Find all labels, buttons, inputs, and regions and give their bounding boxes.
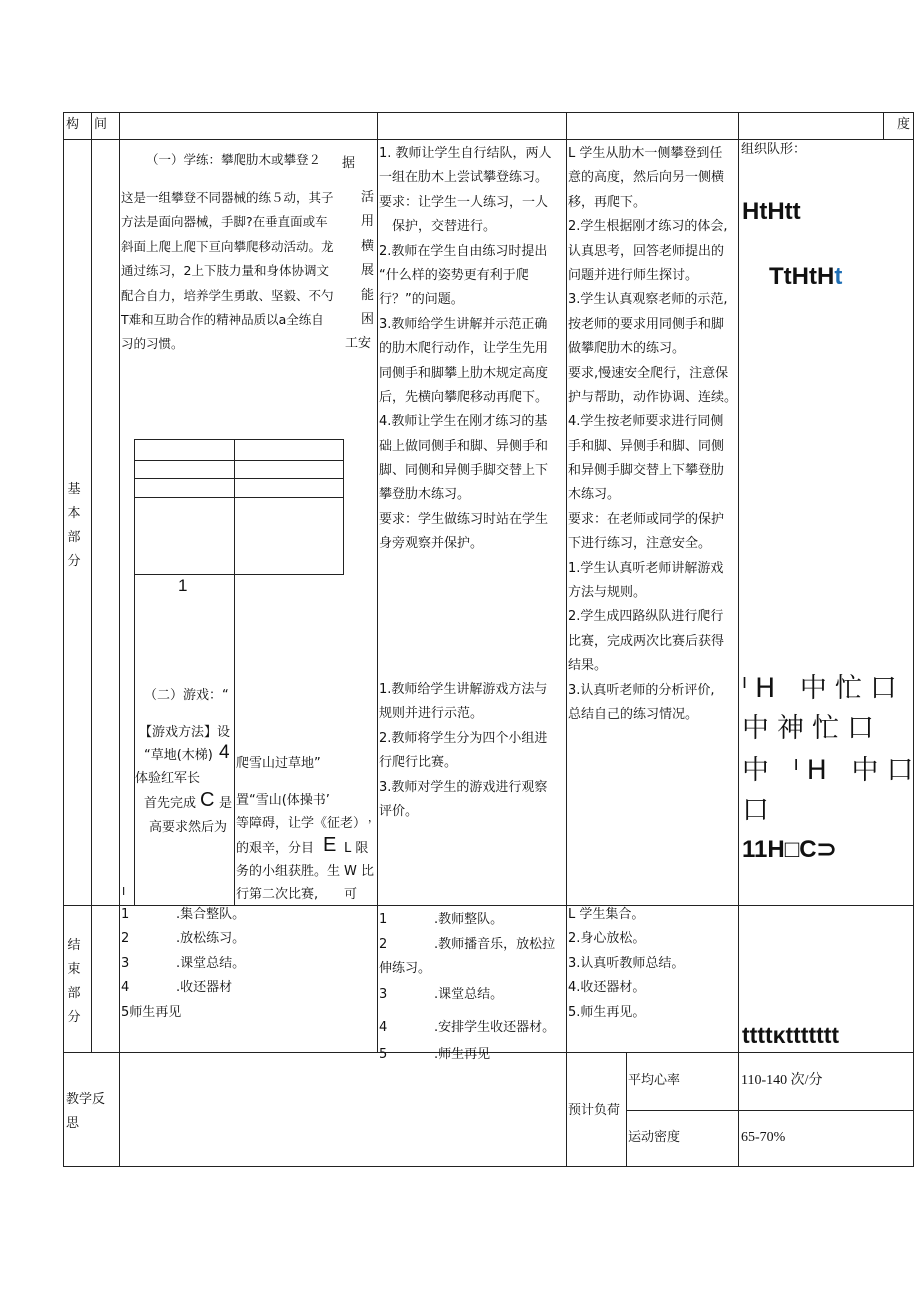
formation-5: 中 ᴵH 中口 — [742, 755, 921, 786]
formation-8: ttttκttttttt — [742, 1022, 840, 1048]
game-right-4-tail: W 比 — [344, 864, 374, 879]
heart-rate-label: 平均心率 — [628, 1073, 681, 1088]
header-col2: 间 — [94, 117, 108, 132]
density-label: 运动密度 — [628, 1130, 681, 1145]
student-activities: L 学生从肋木一侧攀登到任 意的高度，然后向另一侧横 移，再爬下。 2.学生根据刚才练习的体会, 认真思考，回答老师提出的 问题并进行师生探讨。 3.学生认真观察老师的示范, 按老师的要求用同侧手和脚 做攀爬肋木的练习。 要求,慢速安全爬行，注意保 护与帮助，动作协调、连续。 4.学生按老师要求进行同侧 手和脚、异侧手和脚、同侧 和异侧手脚交替上下攀登肋 木练习。 要求：在老师或同学的保护 下进行练习，注意安全。 1.学生认真听老师讲解游戏 方法与规则。 2.学生成四路纵队进行爬行 比赛，完成两次比赛后获得 结果。 3.认真听老师的分析评价, 总结自己的练习情况。 — [568, 146, 738, 722]
content-title-tail: 据 — [342, 156, 356, 171]
formation-7: 11H□C⊃ — [742, 836, 837, 863]
game-title: （二）游戏：“ — [144, 688, 229, 703]
section-basic-label: 基 本 部 分 — [67, 482, 81, 569]
header-col1: 构 — [66, 117, 80, 132]
game-right-2: 等障碍，让学《征老） — [236, 816, 367, 831]
game-right-4: 务的小组获胜。生 — [236, 864, 341, 879]
content-paragraph: 这是一组攀登不同器械的练５动，其子 方法是面向器械，手脚?在垂直面或车 斜面上爬上爬下亘向攀爬移动活动。龙 通过练习，2上下肢力量和身体协调文 配合自力，培养学生勇敢、坚毅、不勺 T难和互助合作的精神品质以a全练自 习的习惯。 — [121, 190, 334, 352]
ending-student: L 学生集合。 2.身心放松。 3.认真听教师总结。 4.收还器材。 5.师生再见。 — [568, 907, 685, 1020]
game-line-1-num: 4 — [219, 742, 230, 763]
game-line-2: 体验红军长 — [135, 771, 201, 786]
game-line-3b: 是 — [219, 796, 233, 811]
section-ending-label: 结 束 部 分 — [67, 938, 81, 1025]
game-right-2-tail: ， — [368, 811, 379, 824]
formation-3: ᴵH 中忙口 — [742, 673, 905, 704]
game-right-3a: 的艰辛，分目 — [236, 841, 315, 856]
load-label: 预计负荷 — [568, 1103, 621, 1118]
teacher-activities: 1. 教师让学生自行结队，两人 一组在肋木上尝试攀登练习。 要求：让学生一人练习，一人 保护，交替进行。 2.教师在学生自由练习时提出 “什么样的姿势更有利于爬 行？”的问题。 3.教师给学生讲解并示范正确 的肋木爬行动作，让学生先用 同侧手和脚攀上肋木规定高度 后，先横向攀爬移动再爬下。 4.教师让学生在刚才练习的基 础上做同侧手和脚、异侧手和 脚、同侧和异侧手脚交替上下 攀登肋木练习。 要求：学生做练习时站在学生 身旁观察并保护。 — [379, 146, 552, 552]
organize-label: 组织队形： — [741, 142, 807, 157]
game-right-5-tail: 可 — [344, 887, 358, 902]
game-method: 【游戏方法】设 — [139, 725, 231, 740]
game-right-1: 置“雪山(体操书’ — [236, 793, 330, 808]
section-reflection-label: 教学反思 — [66, 1092, 106, 1131]
game-right-3-big: E — [323, 834, 337, 856]
formation-1: HtHtt — [742, 198, 801, 225]
content-title: （一）学练：攀爬肋木或攀登２ — [146, 152, 322, 167]
number-one: 1 — [178, 576, 188, 595]
game-right-3-tail: L 限 — [344, 841, 369, 856]
game-line-4: 高要求然后为 — [149, 820, 228, 835]
ending-content: 1 .集合整队。 2 .放松练习。 3 .课堂总结。 4 .收还器材 5师生再见 — [121, 907, 246, 1020]
formation-4: 中神忙口 — [742, 713, 882, 744]
game-right-5: 行第二次比赛, — [236, 887, 319, 902]
content-paragraph-right: 活 用 横 展 能 困 工安 — [345, 190, 375, 352]
game-line-1: “草地(木梯) — [144, 748, 213, 763]
teacher-game-activities: 1.教师给学生讲解游戏方法与 规则并进行示范。 2.教师将学生分为四个小组进 行爬行比赛。 3.教师对学生的游戏进行观察 评价。 — [379, 682, 548, 819]
header-col-last: 度 — [897, 117, 911, 132]
game-mark: I — [122, 885, 126, 898]
formation-2: TtHtHt — [769, 263, 843, 290]
game-line-3a: 首先完成 — [144, 796, 197, 811]
heart-rate-value: 110-140 次/分 — [741, 1073, 823, 1088]
game-line-3-big: C — [200, 789, 215, 811]
density-value: 65-70% — [741, 1130, 786, 1145]
game-name: 爬雪山过草地” — [236, 756, 321, 771]
formation-6: 口 — [742, 795, 777, 826]
